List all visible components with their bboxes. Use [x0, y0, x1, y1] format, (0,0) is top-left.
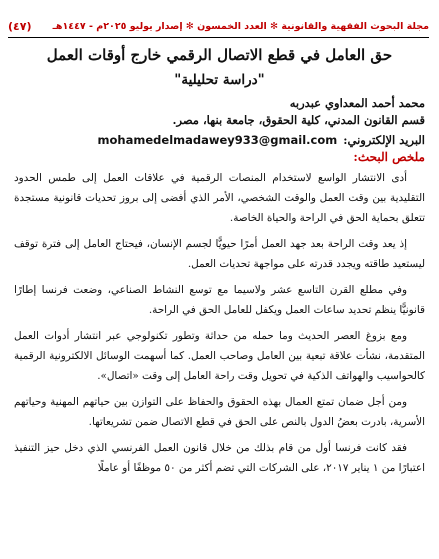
email-label: البريد الإلكتروني: [343, 133, 425, 147]
abstract-paragraph: فقد كانت فرنسا أول من قام بذلك من خلال قانون العمل الفرنسي الذي دخل حيز التنفيذ اعتبارًا من ١ يناير ٢٠١٧، على الشركات التي تضم أكثر من ٥٠ موظفًا أو عاملًا [14, 442, 425, 474]
article-title: حق العامل في قطع الاتصال الرقمي خارج أوقات العمل [46, 46, 393, 64]
abstract-heading: ملخص البحث: [353, 150, 425, 164]
header-rule [8, 37, 429, 38]
article-subtitle: "دراسة تحليلية" [174, 72, 265, 88]
abstract-body [14, 168, 425, 484]
page-number: (٤٧) [8, 19, 32, 33]
email-address[interactable]: mohamedelmadawey933@gmail.com [97, 133, 338, 147]
abstract-paragraph: أدى الانتشار الواسع لاستخدام المنصات الرقمية في علاقات العمل إلى طمس الحدود التقليدية بين وقت العمل والوقت الشخصي، الأمر الذي أفضى إلى بروز تحديات قانونية مستجدة تتعلق بحماية الحق في الراحة والحياة الخاصة. [14, 172, 425, 224]
email-row [98, 133, 425, 147]
journal-line: مجلة البحوث الفقهية والقانونية ✻ العدد الخمسون ✻ إصدار يوليو ٢٠٢٥م - ١٤٤٧هـ [52, 20, 429, 32]
abstract-paragraph: إذ يعد وقت الراحة بعد جهد العمل أمرًا حيويًّا لجسم الإنسان، فيحتاج العامل إلى فترة توقف ليستعيد طاقته ويجدد قدرته على مواجهة تحديات العمل. [14, 238, 425, 270]
author-name: محمد أحمد المعداوي عبدربه [289, 96, 425, 110]
abstract-paragraph: ومع بزوغ العصر الحديث وما حمله من حداثة وتطور تكنولوجي عبر انتشار أدوات العمل المتقدمة، نشأت علاقة تبعية بين العامل وصاحب العمل. كما أسهمت الوسائل الالكترونية الرقمية كالحواسيب والهواتف الذكية في تحويل وقت راحة العامل إلى وقت «اتصال». [14, 330, 425, 382]
abstract-paragraph: وفي مطلع القرن التاسع عشر ولاسيما مع توسع النشاط الصناعي، وضعت فرنسا إطارًا قانونيًّا ينظم تحديد ساعات العمل ويكفل للعامل الحق في الراحة. [14, 284, 425, 316]
running-header [8, 17, 429, 35]
abstract-paragraph: ومن أجل ضمان تمتع العمال بهذه الحقوق والحفاظ على التوازن بين حياتهم المهنية وحياتهم الأسرية، بادرت بعضُ الدول بالنص على الحق في قطع الاتصال ضمن تشريعاتها. [14, 396, 425, 428]
author-affiliation: قسم القانون المدني، كلية الحقوق، جامعة بنها، مصر. [172, 113, 425, 127]
